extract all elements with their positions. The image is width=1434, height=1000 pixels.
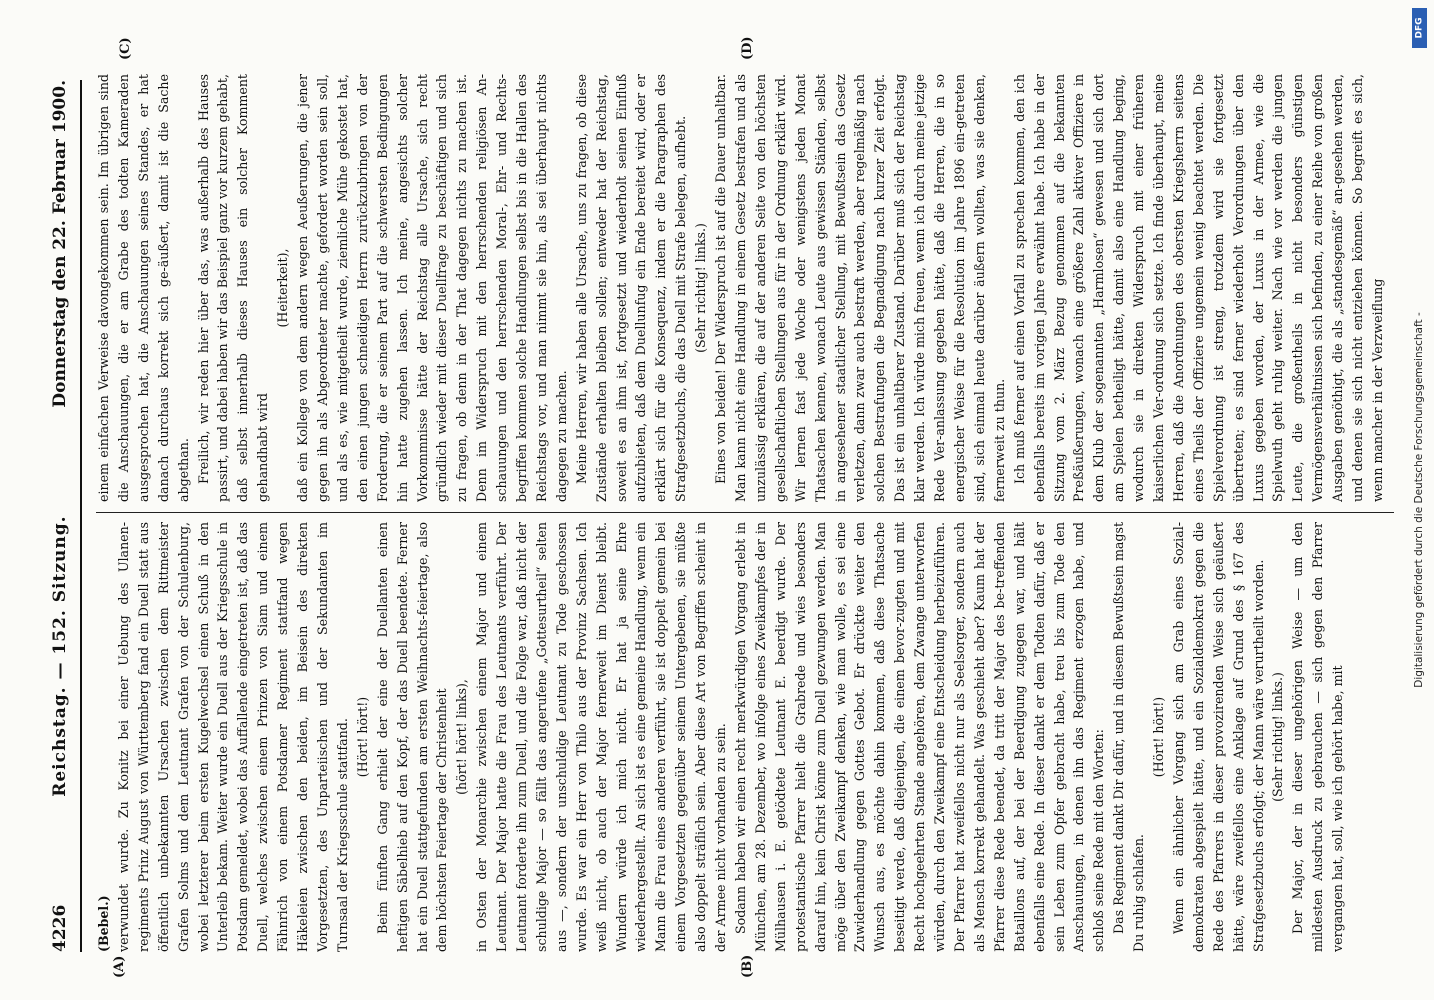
paragraph: einem einfachen Verweise davongekommen sein. Im übrigen sind die Anschauungen, die er am Grabe des todten Kameraden ausgesprochen hat, die Anschauungen seines Standes, er hat danach durchaus korrekt sich ge-äußert, damit ist die Sache abgethan. (96, 74, 191, 502)
dfg-logo-icon (1412, 8, 1427, 48)
paragraph: Sodann haben wir einen recht merkwürdigen Vorgang erlebt in München, am 28. Dezember, wo infolge eines Zweikampfes der in Mülhausen i. E. getödtete Leutnant E. beerdigt wurde. Der protestantische Pfarrer hielt die Grabrede und wies besonders darauf hin, kein Christ könne zum Duell gezwungen werden. Man möge über den Zweikampf denken, wie man wolle, es sei eine Zuwiderhandlung gegen Gottes Gebot. Er drückte weiter den Wunsch aus, es möchte dahin kommen, daß diese Thatsache beseitigt werde, daß diejenigen, die einem bevor-zugten und mit Recht hochgeehrten Stande angehören, dem Zwange unterworfen würden, durch den Zweikampf eine Entscheidung herbeizuführen. Der Pfarrer hat zweifellos nicht nur als Seelsorger, sondern auch als Mensch korrekt gehandelt. Was geschieht aber? Kaum hat der Pfarrer diese Rede beendet, da tritt der Major des be-treffenden Bataillons auf, der bei der Beerdigung zugegen war, und hält ebenfalls eine Rede. In dieser dankt er dem Todten dafür, daß er sein Leben zum Opfer gebracht habe, treu bis zum Tode den Anschauungen, in denen ihn das Regiment erzogen habe, und schloß seine Rede mit den Worten: (733, 522, 1107, 952)
credit-text: Digitalisierung gefördert durch die Deutsche Forschungsgemeinschaft - (1413, 312, 1426, 688)
session-title: Reichstag. — 152. Sitzung. (50, 515, 70, 797)
paragraph: Der Major, der in dieser ungehörigen Weise — um den mildesten Ausdruck zu gebrauchen — sich gegen den Pfarrer vergangen hat, soll, wie ich gehört habe, mit (1290, 522, 1346, 952)
paragraph: Beim fünften Gang erhielt der eine der Duellanten einen heftigen Säbelhieb auf den Kopf, der das Duell beendete. Ferner hat ein Duell stattgefunden am ersten Weihnachts-feiertage, also dem höchsten Feiertage der Christenheit (374, 522, 450, 952)
interjection: (hört! hört! links), (454, 679, 470, 795)
interjection: (Hört! hört!) (354, 696, 370, 778)
page-number: 4226 (50, 904, 70, 952)
margin-marker-a: (A) (112, 955, 127, 978)
interjection: (Sehr richtig! links.) (1270, 672, 1286, 802)
column-divider (96, 512, 1394, 513)
margin-marker-d: (D) (740, 36, 755, 60)
left-column (94, 522, 1394, 952)
margin-marker-b: (B) (740, 954, 755, 978)
paragraph: verwundet wurde. Zu Konitz bei einer Uebung des Ulanen-regiments Prinz August von Württemberg fand ein Duell statt aus öffentlich unbekannten Ursachen zwischen dem Rittmeister Grafen Solms und dem Leutnant Grafen von der Schulenburg, wobei letzterer beim ersten Kugelwechsel einen Schuß in den Unterleib bekam. Weiter wurde ein Duell aus der Kriegsschule in Potsdam gemeldet, wobei das Auffallende eingetreten ist, daß das Duell, welches zwischen einem Prinzen von Siam und einem Fähnrich von einem Potsdamer Regiment stattfand wegen Häkeleien zwischen den beiden, im Beisein des direkten Vorgesetzten, des Unparteiischen und der Sekundanten im Turnsaal der Kriegsschule stattfand. (115, 522, 350, 952)
paragraph: Meine Herren, wir haben alle Ursache, uns zu fragen, ob diese Zustände erhalten bleiben sollen; entweder hat der Reichstag, soweit es an ihm ist, fortgesetzt und wiederholt seinen Einfluß aufzubieten, daß dem Duellunfug ein Ende bereitet wird, oder er erklärt sich für die Konsequenz, indem er die Paragraphen des Strafgesetzbuchs, die das Duell mit Strafe belegen, aufhebt. (573, 74, 689, 502)
interjection: (Hört! hört!) (1151, 696, 1167, 778)
interjection: (Sehr richtig! links.) (693, 223, 709, 353)
session-date: Donnerstag den 22. Februar 1900. (50, 80, 70, 408)
interjection: (Heiterkeit), (275, 248, 291, 328)
quotation: Das Regiment dankt Dir dafür, und in diesem Bewußtsein magst Du ruhig schlafen. (1111, 522, 1147, 952)
right-column (94, 74, 1394, 502)
speaker-name: (Bebel.) (96, 895, 111, 952)
paragraph: daß ein Kollege von dem andern wegen Aeußerungen, die jener gegen ihn als Abgeordneter machte, gefordert worden sein soll, und als es, wie mitgetheilt wurde, ziemliche Mühe gekostet hat, den einen jungen schneidigen Herrn zurückzubringen von der Forderung, die er seinem Part auf die schwersten Bedingungen hin hatte zugehen lassen. Ich meine, angesichts solcher Vorkommnisse hätte der Reichstag alle Ursache, sich recht gründlich wieder mit dieser Duellfrage zu beschäftigen und sich zu fragen, ob denn in der That dagegen nichts zu machen ist. Denn im Widerspruch mit den herrschenden religiösen An-schauungen und den herrschenden Moral-, Ehr- und Rechts-begriffen kommen solche Handlungen selbst bis in die Hallen des Reichstags vor, und man nimmt sie hin, als sei überhaupt nichts dagegen zu machen. (295, 74, 569, 502)
paragraph: Wenn ein ähnlicher Vorgang sich am Grab eines Sozial-demokraten abgespielt hätte, und ein Sozialdemokrat gegen die Rede des Pfarrers in dieser provozirenden Weise sich geäußert hätte, wäre zweifellos eine Anklage auf Grund des § 167 des Strafgesetzbuchs erfolgt; der Mann wäre verurtheilt worden. (1170, 522, 1266, 952)
paragraph: Eines von beiden! Der Widerspruch ist auf die Dauer unhaltbar. Man kann nicht eine Handlung in einem Gesetz bestrafen und als unzulässig erklären, die auf der anderen Seite von den höchsten gesellschaftlichen Stellungen aus für in der Ordnung erklärt wird. Wir lernen fast jede Woche oder wenigstens jeden Monat Thatsachen kennen, wonach Leute aus gewissen Ständen, selbst in angesehener staatlicher Stellung, mit Bewußtsein das Gesetz verletzen, dann zwar auch bestraft werden, aber regelmäßig nach solchen Bestrafungen die Begnadigung nach kurzer Zeit erfolgt. Das ist ein unhaltbarer Zustand. Darüber muß sich der Reichstag klar werden. Ich würde mich freuen, wenn ich durch meine jetzige Rede Ver-anlassung gegeben hätte, daß die Herren, die in so energischer Weise für die Resolution im Jahre 1896 ein-getreten sind, sich einmal heute darüber äußern wollten, was sie denken, fernerweit zu thun. (713, 74, 1007, 502)
paragraph: in Osten der Monarchie zwischen einem Major und einem Leutnant. Der Major hatte die Frau des Leutnants verführt. Der Leutnant forderte ihn zum Duell, und die Folge war, daß nicht der schuldige Major — so fällt das angerufene „Gottesurtheil“ selten aus —, sondern der unschuldige Leutnant zu Tode geschossen wurde. Es war ein Herr von Thilo aus der Provinz Sachsen. Ich weiß nicht, ob auch der Major fernerweit im Dienst bleibt. Wundern würde ich mich nicht. Er hat ja seine Ehre wiederhergestellt. An sich ist es eine gemeine Handlung, wenn ein Mann die Frau eines anderen verführt, sie ist doppelt gemein bei einem Vorgesetzten gegenüber seinem Untergebenen, sie müßte also doppelt sträflich sein. Aber diese Art von Begriffen scheint in der Armee nicht vorhanden zu sein. (474, 522, 729, 952)
page-header (40, 80, 82, 952)
margin-marker-c: (C) (118, 37, 133, 60)
paragraph: Ich muß ferner auf einen Vorfall zu sprechen kommen, den ich ebenfalls bereits im vorigen Jahre erwähnt habe. Ich habe in der Sitzung vom 2. März Bezug genommen auf die bekannten Preßäußerungen, wonach eine größere Zahl aktiver Offiziere in dem Klub der sogenannten „Harmlosen“ gewesen und sich dort am Spielen betheiligt hätte, damit also eine Handlung beging, wodurch sie in direkten Widerspruch mit einer früheren kaiserlichen Ver-ordnung sich setzte. Ich finde überhaupt, meine Herren, daß die Anordnungen des obersten Kriegsherrn seitens eines Theils der Offiziere ungemein wenig beachtet werden. Die Spielverordnung ist streng, trotzdem wird sie fortgesetzt übertreten; es sind ferner wiederholt Verordnungen über den Luxus gegeben worden, der Luxus in der Armee, wie die Spielwuth geht ruhig weiter. Nach wie vor werden die jungen Leute, die großentheils in nicht besonders günstigen Vermögensverhältnissen sich befinden, zu einer Reihe von großen Ausgaben genöthigt, die als „standesgemäß“ an-gesehen werden, und denen sie sich nicht entziehen können. So begreift es sich, wenn mancher in der Verzweiflung (1011, 74, 1385, 502)
logo-text: DFG (1414, 17, 1425, 39)
digitization-credit (1404, 8, 1434, 992)
paragraph: Freilich, wir reden hier über das, was außerhalb des Hauses passirt, und dabei haben wir das Beispiel ganz vor kurzem gehabt, daß selbst innerhalb dieses Hauses ein solcher Komment gehandhabt wird (195, 74, 271, 502)
